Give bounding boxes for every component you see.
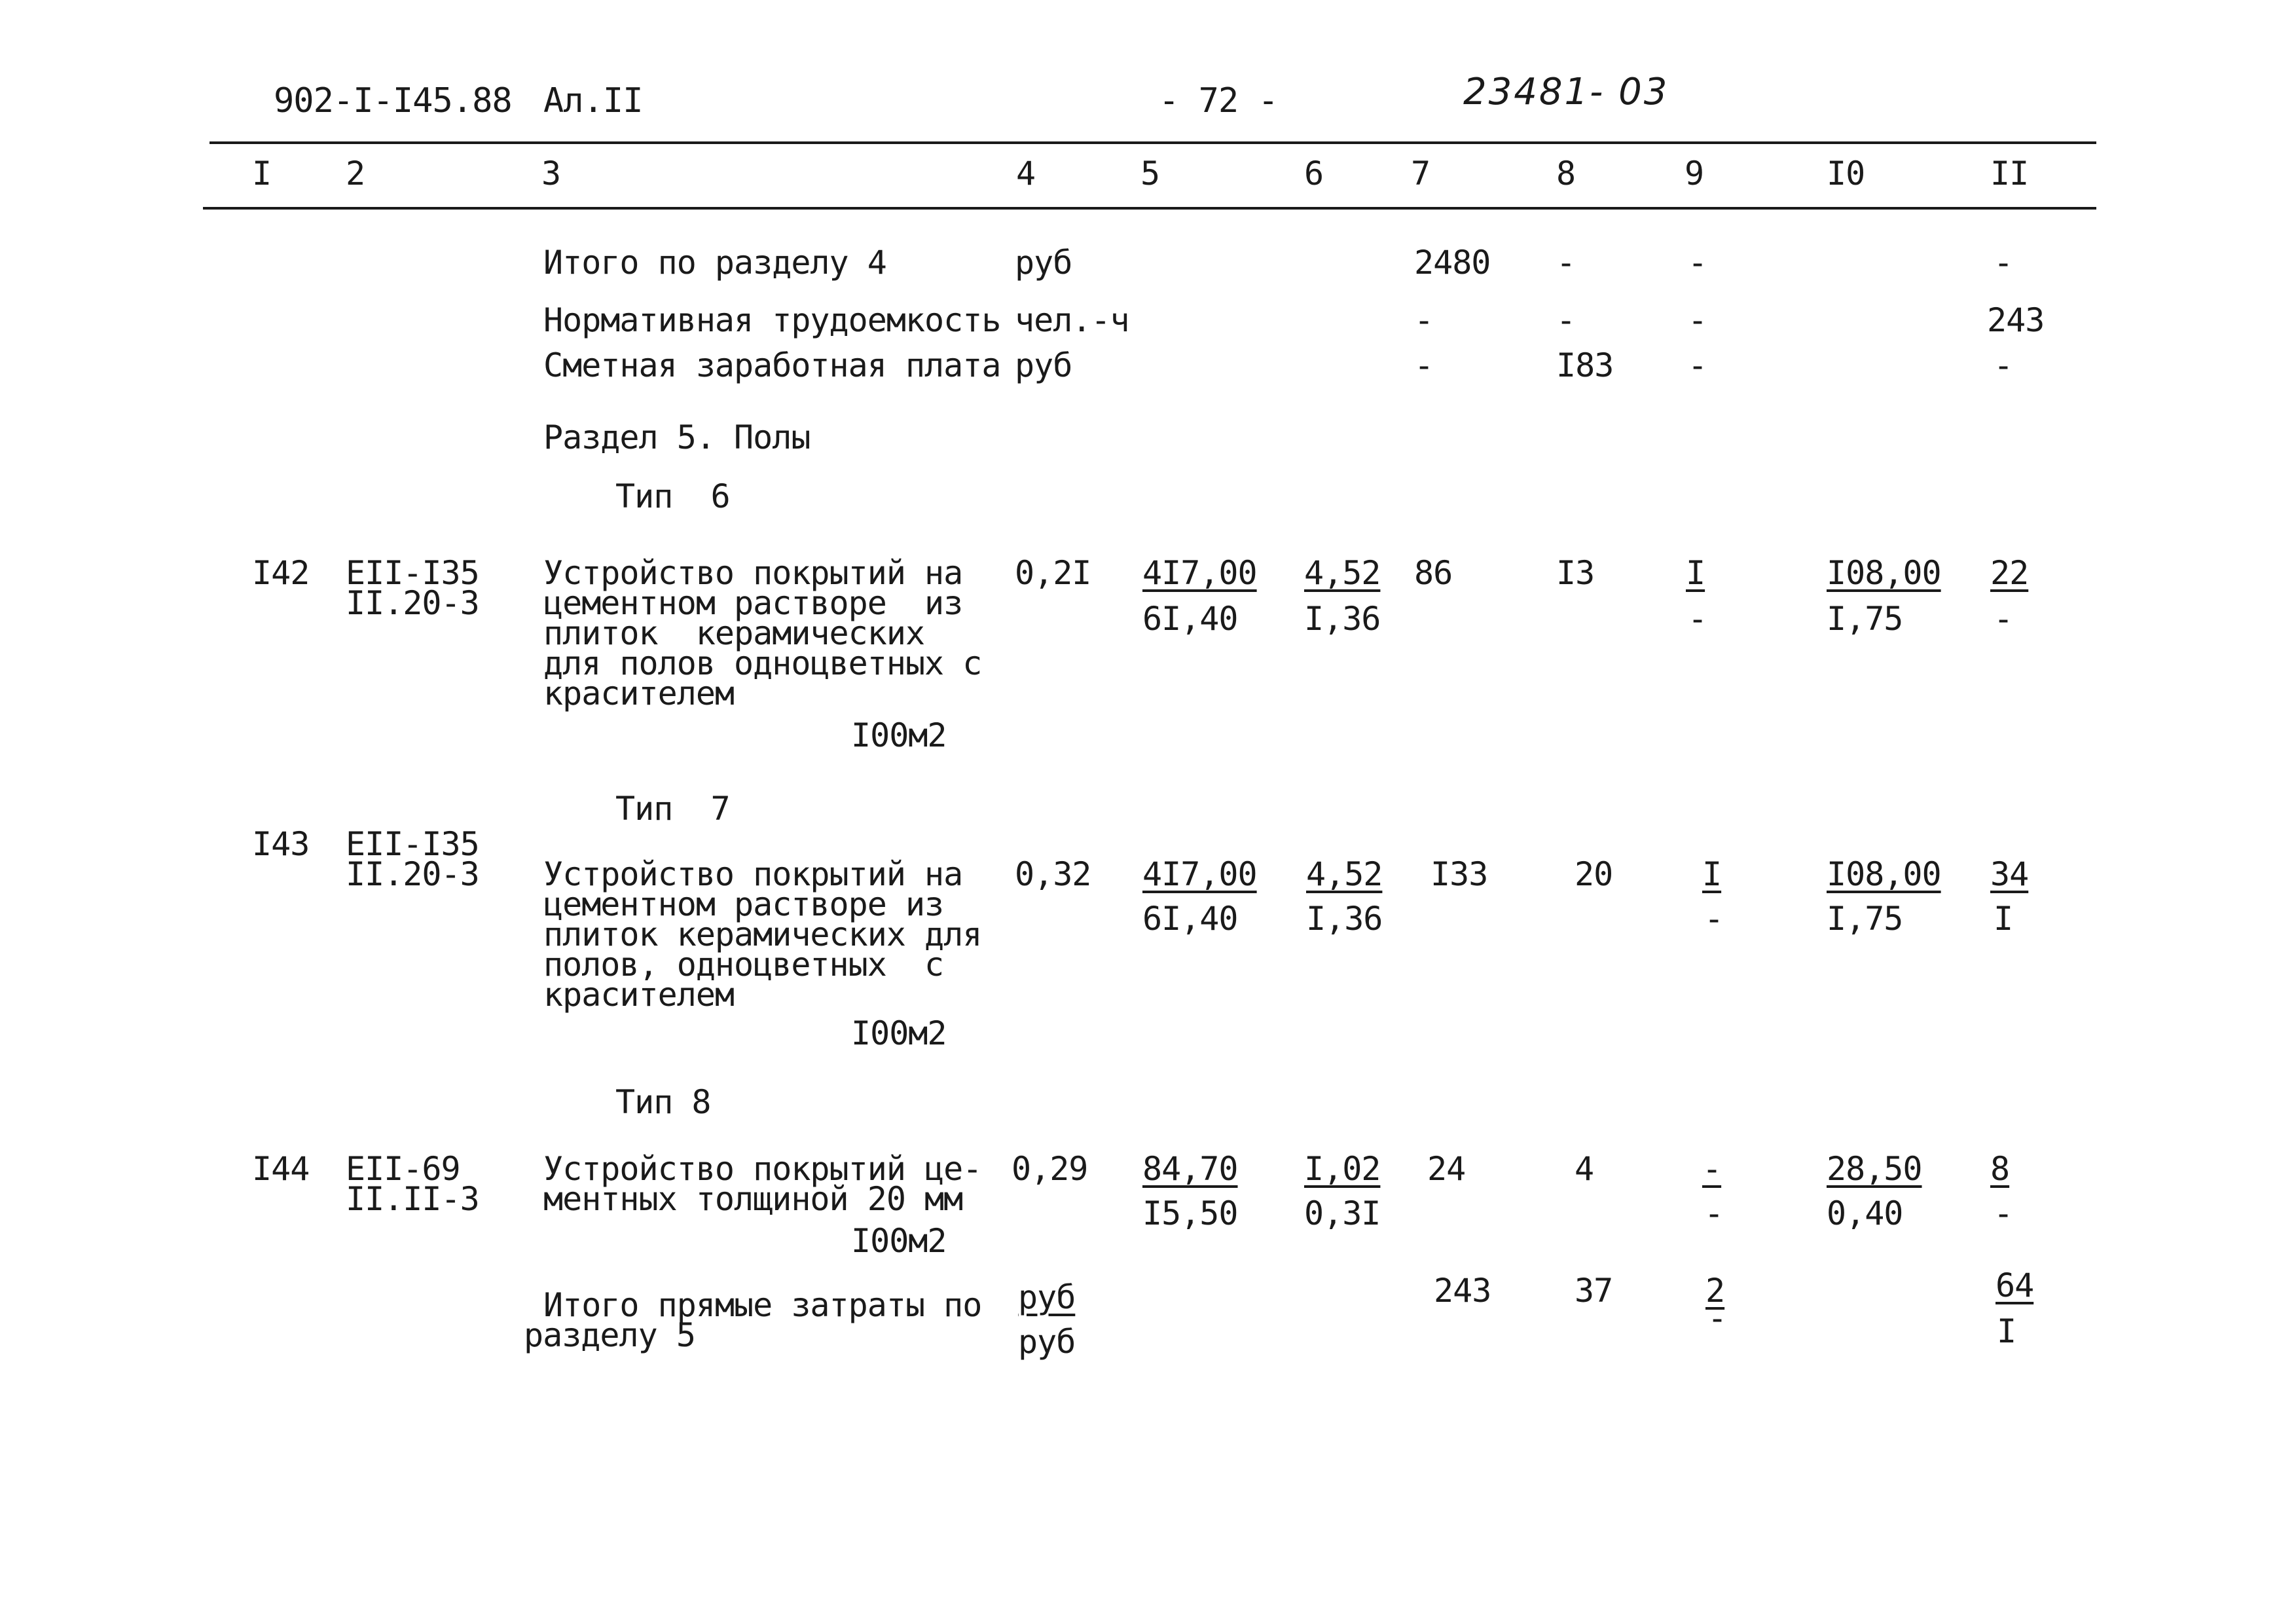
unit-cost-machines: 4,52 [1306, 855, 1383, 893]
work-description-line-1: Устройство покрытий це- [543, 1150, 982, 1188]
work-description-line-5: красителем [543, 674, 735, 712]
work-description-line-2: цементном растворе из [543, 885, 944, 923]
page-number: - 72 - [1159, 81, 1278, 120]
measure-unit: I00м2 [851, 1222, 947, 1260]
measure-unit: I00м2 [851, 716, 947, 754]
cell-col-9-bottom: - [1707, 1299, 1727, 1337]
work-description-line-3: плиток керамических для [543, 915, 982, 953]
unit-cost-wage: I5,50 [1142, 1194, 1238, 1232]
row-unit: чел.-ч [1015, 301, 1129, 339]
work-description-line-2: цементном растворе из [543, 584, 963, 622]
unit-cost-machines-wage: 0,3I [1304, 1194, 1381, 1232]
work-description-line-4: для полов одноцветных с [543, 644, 982, 682]
quantity: 0,32 [1015, 855, 1091, 893]
type-6-heading: Тип 6 [615, 477, 730, 515]
cell-col-8: I3 [1556, 554, 1595, 592]
header-top-rule [210, 141, 2096, 144]
unit-cost-total: 4I7,00 [1142, 554, 1257, 592]
col-header-4: 4 [1016, 155, 1036, 193]
col-header-9: 9 [1685, 155, 1704, 193]
measure-unit: I00м2 [851, 1014, 947, 1052]
work-description-line-1: Устройство покрытий на [543, 554, 963, 592]
quantity: 0,2I [1015, 554, 1091, 592]
cell-col-7: 243 [1434, 1272, 1491, 1310]
unit-cost-machines: 4,52 [1304, 554, 1381, 592]
unit-cost-machines: I,02 [1304, 1150, 1381, 1188]
row-label-line-2: разделу 5 [524, 1316, 695, 1354]
row-unit: руб [1015, 244, 1072, 282]
section5-title: Раздел 5. Полы [543, 418, 811, 456]
norm-code-line-2: II.20-3 [346, 584, 479, 622]
work-description-line-4: полов, одноцветных с [543, 946, 944, 984]
col-header-10: I0 [1827, 155, 1865, 193]
col-header-2: 2 [346, 155, 365, 193]
inventory-number: 23481- 03 [1463, 71, 1669, 113]
cell-col-9-bottom: - [1704, 1194, 1724, 1232]
album-number: Ал.II [543, 81, 643, 120]
col-header-7: 7 [1411, 155, 1430, 193]
document-code: 902-I-I45.88 [274, 81, 512, 120]
cell-col-11-bottom: I [1994, 900, 2013, 938]
row-unit: руб [1015, 346, 1072, 384]
cell-col-10-top: I08,00 [1827, 554, 1941, 592]
norm-code-line-1: ЕII-I35 [346, 825, 479, 863]
quantity: 0,29 [1011, 1150, 1088, 1188]
work-description-line-5: красителем [543, 976, 735, 1014]
type-8-heading: Тип 8 [615, 1083, 711, 1121]
cell-col-11-bottom: I [1997, 1312, 2016, 1350]
cell-col-11-bottom: - [1994, 600, 2013, 638]
cell-col-9-top: 2 [1705, 1272, 1725, 1310]
cell-col-9: - [1688, 244, 1707, 282]
position-number: I44 [252, 1150, 310, 1188]
row-label-line-1: Итого прямые затраты по [543, 1286, 982, 1324]
unit-cost-wage: 6I,40 [1142, 600, 1238, 638]
col-header-6: 6 [1304, 155, 1324, 193]
cell-col-9-top: - [1702, 1150, 1722, 1188]
unit-cost-total: 84,70 [1142, 1150, 1238, 1188]
cell-col-11-bottom: - [1994, 1194, 2013, 1232]
col-header-8: 8 [1556, 155, 1576, 193]
row-unit-top: руб [1018, 1278, 1076, 1316]
row-label: Нормативная трудоемкость [543, 301, 1001, 339]
cell-col-11-top: 8 [1990, 1150, 2010, 1188]
norm-code-line-1: ЕII-I35 [346, 554, 479, 592]
cell-col-8: 37 [1575, 1272, 1613, 1310]
cell-col-10-bottom: 0,40 [1827, 1194, 1903, 1232]
col-header-1: I [252, 155, 272, 193]
cell-col-11: 243 [1987, 301, 2045, 339]
position-number: I42 [252, 554, 310, 592]
work-description-line-3: плиток керамических [543, 614, 925, 652]
cell-col-9-top: I [1686, 554, 1705, 592]
work-description-line-1: Устройство покрытий на [543, 855, 963, 893]
cell-col-9: - [1688, 346, 1707, 384]
cell-col-10-top: 28,50 [1827, 1150, 1922, 1188]
row-unit-bottom: руб [1018, 1323, 1076, 1361]
cell-col-8: I83 [1556, 346, 1614, 384]
col-header-3: 3 [541, 155, 561, 193]
cell-col-9-bottom: - [1688, 600, 1707, 638]
col-header-11: II [1990, 155, 2029, 193]
row-label: Сметная заработная плата [543, 346, 1001, 384]
cell-col-7: - [1414, 346, 1434, 384]
norm-code-line-1: ЕII-69 [346, 1150, 460, 1188]
col-header-5: 5 [1140, 155, 1160, 193]
cell-col-11: - [1994, 346, 2013, 384]
norm-code-line-2: II.II-3 [346, 1180, 479, 1218]
cell-col-8: 4 [1575, 1150, 1594, 1188]
cell-col-10-bottom: I,75 [1827, 900, 1903, 938]
header-bottom-rule [203, 207, 2096, 210]
position-number: I43 [252, 825, 310, 863]
cell-col-10-top: I08,00 [1827, 855, 1941, 893]
cell-col-7: I33 [1430, 855, 1488, 893]
cell-col-11-top: 64 [1995, 1266, 2034, 1304]
cell-col-9: - [1688, 301, 1707, 339]
cell-col-11-top: 34 [1990, 855, 2029, 893]
cell-col-7: - [1414, 301, 1434, 339]
cell-col-7: 2480 [1414, 244, 1491, 282]
cell-col-9-top: I [1702, 855, 1722, 893]
cell-col-7: 86 [1414, 554, 1453, 592]
cell-col-8: - [1556, 244, 1576, 282]
row-label: Итого по разделу 4 [543, 244, 886, 282]
unit-cost-total: 4I7,00 [1142, 855, 1257, 893]
cell-col-8: - [1556, 301, 1576, 339]
cell-col-9-bottom: - [1704, 900, 1724, 938]
unit-cost-machines-wage: I,36 [1306, 900, 1383, 938]
cell-col-8: 20 [1575, 855, 1613, 893]
unit-cost-wage: 6I,40 [1142, 900, 1238, 938]
cell-col-11-top: 22 [1990, 554, 2029, 592]
unit-cost-machines-wage: I,36 [1304, 600, 1381, 638]
cell-col-10-bottom: I,75 [1827, 600, 1903, 638]
cell-col-11: - [1994, 244, 2013, 282]
work-description-line-2: ментных толщиной 20 мм [543, 1180, 963, 1218]
type-7-heading: Тип 7 [615, 790, 730, 828]
cell-col-7: 24 [1427, 1150, 1466, 1188]
norm-code-line-2: II.20-3 [346, 855, 479, 893]
